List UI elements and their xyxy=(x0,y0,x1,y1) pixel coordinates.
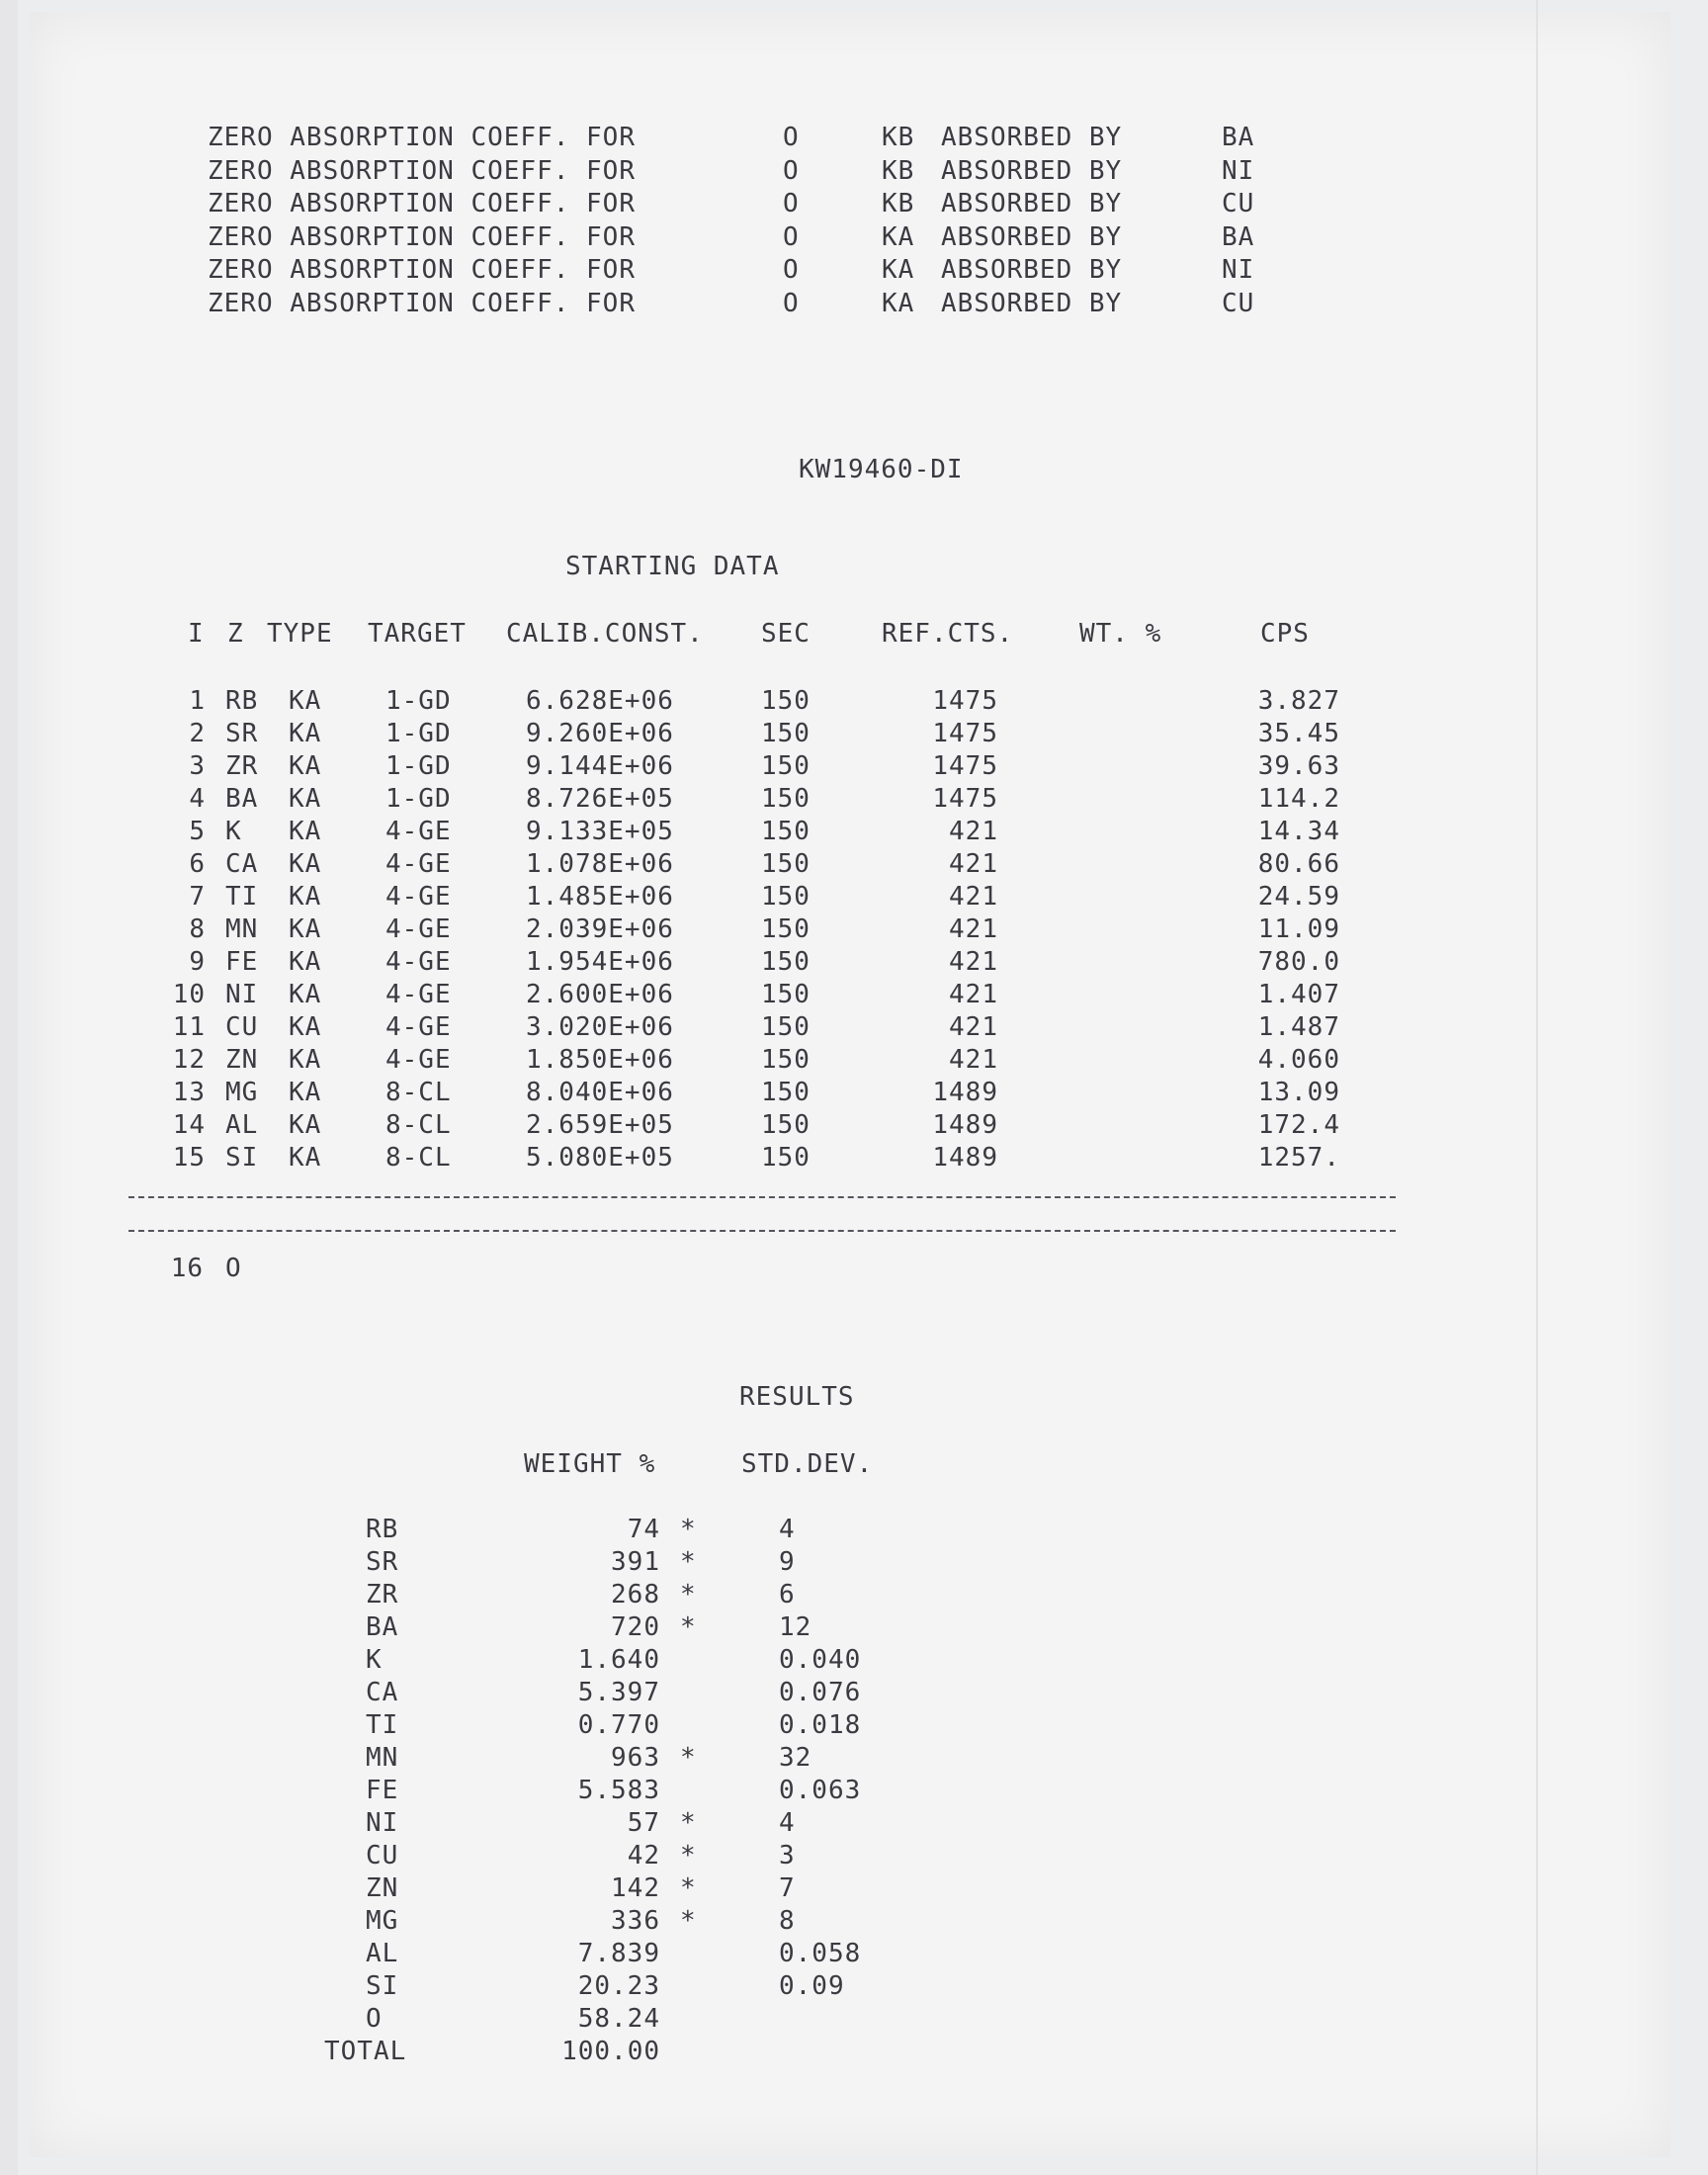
printout-page xyxy=(30,12,1670,2157)
results-stddev: 3 xyxy=(779,1841,796,1870)
results-element: NI xyxy=(366,1808,399,1838)
zero-absorption-absorbed-by: ABSORBED BY xyxy=(941,289,1123,318)
zero-absorption-absorber: CU xyxy=(1222,189,1255,219)
row-sec: 150 xyxy=(761,686,811,716)
row-target: 1-GD xyxy=(385,751,452,781)
row-index: 6 xyxy=(189,849,206,879)
row-sec: 150 xyxy=(761,1078,811,1107)
row-index: 1 xyxy=(189,686,206,716)
row-cps: 3.827 xyxy=(1257,686,1340,716)
row-type: KA xyxy=(289,686,322,716)
results-stddev: 6 xyxy=(779,1580,796,1610)
results-flag: * xyxy=(680,1547,697,1577)
zero-absorption-prefix: ZERO ABSORPTION COEFF. FOR xyxy=(208,123,636,152)
paper-fold-line xyxy=(1536,0,1538,2175)
row-cps: 4.060 xyxy=(1257,1045,1340,1075)
results-flag: * xyxy=(680,1906,697,1936)
row-type: KA xyxy=(289,817,322,846)
results-title: RESULTS xyxy=(739,1382,855,1412)
row-ref-cts: 1475 xyxy=(932,784,998,814)
row-calib-const: 3.020E+06 xyxy=(526,1012,674,1042)
row-calib-const: 9.260E+06 xyxy=(526,719,674,748)
results-header-weight: WEIGHT % xyxy=(524,1449,656,1479)
row-target: 4-GE xyxy=(385,914,452,944)
scan-left-margin xyxy=(0,0,18,2175)
row-type: KA xyxy=(289,1110,322,1140)
row-element: ZN xyxy=(225,1045,259,1075)
row-calib-const: 2.659E+05 xyxy=(526,1110,674,1140)
row-target: 8-CL xyxy=(385,1110,452,1140)
results-stddev: 0.018 xyxy=(779,1710,862,1740)
results-stddev: 32 xyxy=(779,1743,812,1773)
row-calib-const: 5.080E+05 xyxy=(526,1143,674,1173)
row-sec: 150 xyxy=(761,1045,811,1075)
row-index: 15 xyxy=(172,1143,206,1173)
results-weight: 5.583 xyxy=(577,1776,660,1805)
header-type: TYPE xyxy=(267,619,333,649)
row-target: 1-GD xyxy=(385,784,452,814)
row-element: MG xyxy=(225,1078,259,1107)
results-weight: 5.397 xyxy=(577,1678,660,1707)
results-flag: * xyxy=(680,1808,697,1838)
row-element: MN xyxy=(225,914,259,944)
results-stddev: 0.063 xyxy=(779,1776,862,1805)
row-calib-const: 8.040E+06 xyxy=(526,1078,674,1107)
row-type: KA xyxy=(289,849,322,879)
header-wt: WT. % xyxy=(1079,619,1162,649)
results-header-stddev: STD.DEV. xyxy=(741,1449,874,1479)
row-ref-cts: 421 xyxy=(949,882,998,912)
row-index: 2 xyxy=(189,719,206,748)
results-stddev: 12 xyxy=(779,1612,812,1642)
row-cps: 780.0 xyxy=(1257,947,1340,977)
row-target: 8-CL xyxy=(385,1078,452,1107)
row-ref-cts: 421 xyxy=(949,980,998,1009)
results-flag: * xyxy=(680,1515,697,1544)
results-weight: 336 xyxy=(611,1906,660,1936)
zero-absorption-element: O xyxy=(783,155,800,186)
results-stddev: 0.058 xyxy=(779,1939,862,1968)
results-element: K xyxy=(366,1645,383,1675)
results-stddev: 0.040 xyxy=(779,1645,862,1675)
row-type: KA xyxy=(289,784,322,814)
row-calib-const: 1.078E+06 xyxy=(526,849,674,879)
zero-absorption-element: O xyxy=(783,289,800,318)
zero-absorption-prefix: ZERO ABSORPTION COEFF. FOR xyxy=(208,189,636,219)
row-element: FE xyxy=(225,947,259,977)
results-element: MG xyxy=(366,1906,399,1936)
row-target: 4-GE xyxy=(385,1012,452,1042)
results-stddev: 4 xyxy=(779,1515,796,1544)
row-cps: 114.2 xyxy=(1257,784,1340,814)
results-flag: * xyxy=(680,1612,697,1642)
row-cps: 1.487 xyxy=(1257,1012,1340,1042)
row-element: RB xyxy=(225,686,259,716)
row-type: KA xyxy=(289,947,322,977)
row-calib-const: 6.628E+06 xyxy=(526,686,674,716)
row-target: 8-CL xyxy=(385,1143,452,1173)
results-element: O xyxy=(366,2004,383,2034)
row-ref-cts: 421 xyxy=(949,817,998,846)
row-element: AL xyxy=(225,1110,259,1140)
results-flag: * xyxy=(680,1841,697,1870)
zero-absorption-prefix: ZERO ABSORPTION COEFF. FOR xyxy=(208,221,636,252)
row-ref-cts: 1475 xyxy=(932,719,998,748)
row-element: CA xyxy=(225,849,259,879)
results-element: SI xyxy=(366,1971,399,2001)
zero-absorption-absorber: BA xyxy=(1222,221,1255,252)
row-type: KA xyxy=(289,1143,322,1173)
row-index: 8 xyxy=(189,914,206,944)
row-element: K xyxy=(225,817,242,846)
zero-absorption-prefix: ZERO ABSORPTION COEFF. FOR xyxy=(208,255,636,286)
row-ref-cts: 1489 xyxy=(932,1078,998,1107)
row-calib-const: 8.726E+05 xyxy=(526,784,674,814)
results-weight: 142 xyxy=(611,1873,660,1903)
results-element: TI xyxy=(366,1710,399,1740)
results-stddev: 8 xyxy=(779,1906,796,1936)
row-sec: 150 xyxy=(761,1012,811,1042)
row-16-index: 16 xyxy=(170,1254,204,1283)
results-weight: 20.23 xyxy=(577,1971,660,2001)
row-calib-const: 1.485E+06 xyxy=(526,882,674,912)
results-element: ZN xyxy=(366,1873,399,1903)
row-ref-cts: 1475 xyxy=(932,751,998,781)
row-sec: 150 xyxy=(761,914,811,944)
row-target: 1-GD xyxy=(385,686,452,716)
row-target: 4-GE xyxy=(385,882,452,912)
row-type: KA xyxy=(289,1078,322,1107)
results-flag: * xyxy=(680,1873,697,1903)
row-target: 4-GE xyxy=(385,980,452,1009)
row-target: 4-GE xyxy=(385,817,452,846)
starting-data-title: STARTING DATA xyxy=(565,552,780,581)
header-cps: CPS xyxy=(1260,619,1310,649)
row-target: 4-GE xyxy=(385,849,452,879)
results-flag: * xyxy=(680,1580,697,1610)
row-index: 9 xyxy=(189,947,206,977)
results-weight: 57 xyxy=(627,1808,660,1838)
row-cps: 24.59 xyxy=(1257,882,1340,912)
row-sec: 150 xyxy=(761,849,811,879)
results-weight: 1.640 xyxy=(577,1645,660,1675)
zero-absorption-absorbed-by: ABSORBED BY xyxy=(941,221,1123,252)
row-index: 7 xyxy=(189,882,206,912)
zero-absorption-line: KB xyxy=(882,189,915,219)
results-element: CU xyxy=(366,1841,399,1870)
row-cps: 35.45 xyxy=(1257,719,1340,748)
row-cps: 1257. xyxy=(1257,1143,1340,1173)
results-weight: 7.839 xyxy=(577,1939,660,1968)
row-calib-const: 2.600E+06 xyxy=(526,980,674,1009)
results-element: MN xyxy=(366,1743,399,1773)
results-weight: 0.770 xyxy=(577,1710,660,1740)
row-index: 4 xyxy=(189,784,206,814)
zero-absorption-line: KA xyxy=(882,255,915,286)
zero-absorption-absorbed-by: ABSORBED BY xyxy=(941,189,1123,219)
row-ref-cts: 421 xyxy=(949,947,998,977)
row-target: 4-GE xyxy=(385,1045,452,1075)
zero-absorption-element: O xyxy=(783,255,800,286)
zero-absorption-prefix: ZERO ABSORPTION COEFF. FOR xyxy=(208,289,636,318)
zero-absorption-line: KB xyxy=(882,123,915,152)
row-sec: 150 xyxy=(761,784,811,814)
row-sec: 150 xyxy=(761,980,811,1009)
row-ref-cts: 421 xyxy=(949,849,998,879)
row-calib-const: 1.850E+06 xyxy=(526,1045,674,1075)
zero-absorption-absorbed-by: ABSORBED BY xyxy=(941,123,1123,152)
zero-absorption-element: O xyxy=(783,221,800,252)
row-type: KA xyxy=(289,980,322,1009)
row-target: 4-GE xyxy=(385,947,452,977)
header-target: TARGET xyxy=(368,619,467,649)
row-ref-cts: 1489 xyxy=(932,1143,998,1173)
results-element: CA xyxy=(366,1678,399,1707)
zero-absorption-absorbed-by: ABSORBED BY xyxy=(941,155,1123,186)
row-type: KA xyxy=(289,1045,322,1075)
zero-absorption-line: KA xyxy=(882,221,915,252)
header-sec: SEC xyxy=(761,619,811,649)
row-element: BA xyxy=(225,784,259,814)
row-cps: 14.34 xyxy=(1257,817,1340,846)
results-weight: 42 xyxy=(627,1841,660,1870)
results-stddev: 9 xyxy=(779,1547,796,1577)
separator-line xyxy=(128,1196,1396,1198)
row-type: KA xyxy=(289,914,322,944)
results-weight: 58.24 xyxy=(577,2004,660,2034)
row-element: ZR xyxy=(225,751,259,781)
row-element: TI xyxy=(225,882,259,912)
results-weight: 963 xyxy=(611,1743,660,1773)
header-z: Z xyxy=(227,619,244,649)
results-element: ZR xyxy=(366,1580,399,1610)
zero-absorption-absorbed-by: ABSORBED BY xyxy=(941,255,1123,286)
row-calib-const: 9.133E+05 xyxy=(526,817,674,846)
row-sec: 150 xyxy=(761,719,811,748)
row-sec: 150 xyxy=(761,1110,811,1140)
row-index: 13 xyxy=(172,1078,206,1107)
row-sec: 150 xyxy=(761,751,811,781)
results-total-value: 100.00 xyxy=(561,2037,660,2066)
results-flag: * xyxy=(680,1743,697,1773)
row-type: KA xyxy=(289,719,322,748)
row-calib-const: 2.039E+06 xyxy=(526,914,674,944)
row-index: 5 xyxy=(189,817,206,846)
row-ref-cts: 1489 xyxy=(932,1110,998,1140)
row-index: 12 xyxy=(172,1045,206,1075)
row-calib-const: 1.954E+06 xyxy=(526,947,674,977)
row-sec: 150 xyxy=(761,882,811,912)
row-ref-cts: 421 xyxy=(949,914,998,944)
row-sec: 150 xyxy=(761,947,811,977)
zero-absorption-absorber: NI xyxy=(1222,155,1255,186)
row-ref-cts: 1475 xyxy=(932,686,998,716)
row-element: NI xyxy=(225,980,259,1009)
row-cps: 1.407 xyxy=(1257,980,1340,1009)
results-stddev: 7 xyxy=(779,1873,796,1903)
results-total-label: TOTAL xyxy=(324,2037,407,2066)
row-cps: 172.4 xyxy=(1257,1110,1340,1140)
zero-absorption-line: KB xyxy=(882,155,915,186)
row-16-element: O xyxy=(225,1254,242,1283)
header-i: I xyxy=(188,619,205,649)
row-ref-cts: 421 xyxy=(949,1012,998,1042)
results-stddev: 0.076 xyxy=(779,1678,862,1707)
row-cps: 11.09 xyxy=(1257,914,1340,944)
zero-absorption-line: KA xyxy=(882,289,915,318)
row-cps: 39.63 xyxy=(1257,751,1340,781)
row-type: KA xyxy=(289,882,322,912)
row-element: SI xyxy=(225,1143,259,1173)
row-target: 1-GD xyxy=(385,719,452,748)
results-weight: 391 xyxy=(611,1547,660,1577)
row-cps: 80.66 xyxy=(1257,849,1340,879)
zero-absorption-absorber: NI xyxy=(1222,255,1255,286)
row-type: KA xyxy=(289,1012,322,1042)
row-ref-cts: 421 xyxy=(949,1045,998,1075)
row-calib-const: 9.144E+06 xyxy=(526,751,674,781)
results-stddev: 4 xyxy=(779,1808,796,1838)
row-sec: 150 xyxy=(761,817,811,846)
results-weight: 74 xyxy=(627,1515,660,1544)
sample-id: KW19460-DI xyxy=(799,455,964,484)
zero-absorption-element: O xyxy=(783,189,800,219)
header-ref: REF.CTS. xyxy=(882,619,1014,649)
zero-absorption-absorber: BA xyxy=(1222,123,1255,152)
separator-line xyxy=(128,1230,1396,1232)
row-type: KA xyxy=(289,751,322,781)
row-element: CU xyxy=(225,1012,259,1042)
zero-absorption-prefix: ZERO ABSORPTION COEFF. FOR xyxy=(208,155,636,186)
results-element: FE xyxy=(366,1776,399,1805)
row-element: SR xyxy=(225,719,259,748)
row-index: 11 xyxy=(172,1012,206,1042)
results-stddev: 0.09 xyxy=(779,1971,845,2001)
results-weight: 268 xyxy=(611,1580,660,1610)
row-index: 14 xyxy=(172,1110,206,1140)
row-sec: 150 xyxy=(761,1143,811,1173)
row-cps: 13.09 xyxy=(1257,1078,1340,1107)
row-index: 3 xyxy=(189,751,206,781)
results-weight: 720 xyxy=(611,1612,660,1642)
row-index: 10 xyxy=(172,980,206,1009)
results-element: RB xyxy=(366,1515,399,1544)
header-calib: CALIB.CONST. xyxy=(506,619,704,649)
results-element: BA xyxy=(366,1612,399,1642)
results-element: SR xyxy=(366,1547,399,1577)
results-element: AL xyxy=(366,1939,399,1968)
zero-absorption-absorber: CU xyxy=(1222,289,1255,318)
zero-absorption-element: O xyxy=(783,123,800,152)
